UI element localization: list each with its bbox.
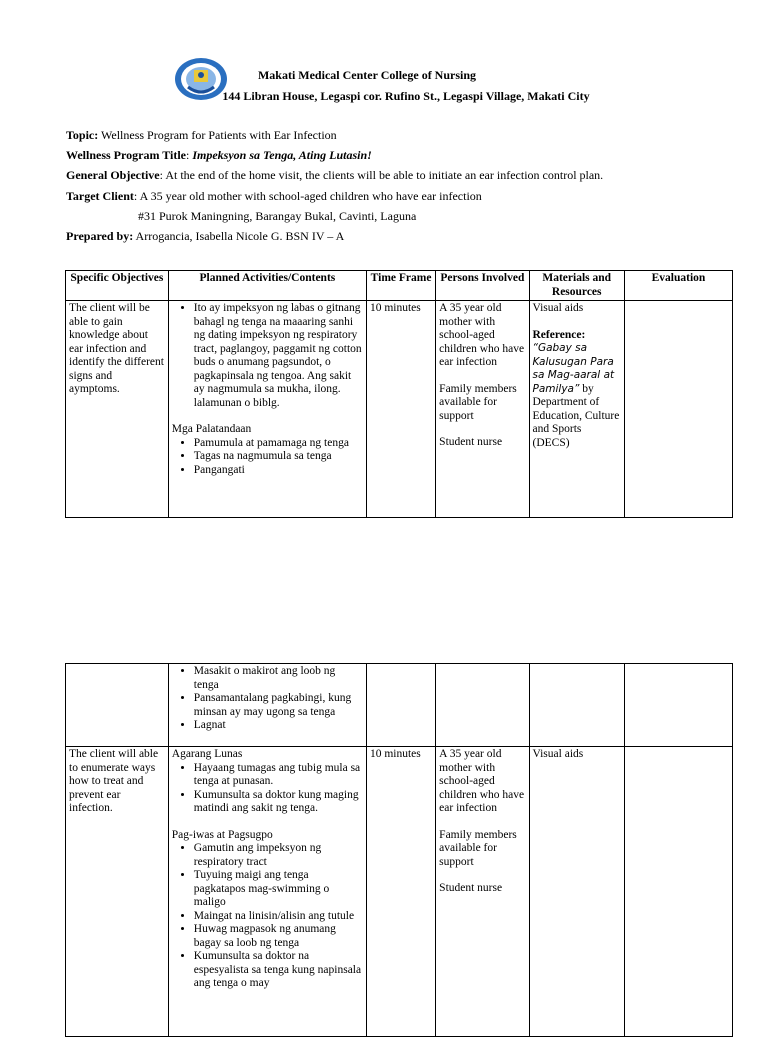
list-item: • Hayaang tumagas ang tubig mula sa tenga at punasan. <box>194 762 363 789</box>
objective-cell: The client will able to enumerate ways how to treat and prevent ear infection. <box>66 747 169 1037</box>
time-cell: 10 minutes <box>366 747 435 1037</box>
target-value: : A 35 year old mother with school-aged children who have ear infection <box>133 189 482 203</box>
table-row <box>66 664 733 747</box>
activities-cell <box>168 747 366 1037</box>
target-label: Target Client <box>66 189 134 203</box>
institution-address: 144 Libran House, Legaspi cor. Rufino St., Legaspi Village, Makati City <box>222 89 590 103</box>
program-title-value: Impeksyon sa Tenga, Ating Lutasin! <box>192 148 372 162</box>
topic-line <box>66 129 337 143</box>
col-header-activities: Planned Activities/Contents <box>168 271 366 301</box>
evaluation-cell <box>624 747 732 1037</box>
program-title-line: Wellness Program Title: Impeksyon sa Tenga, Ating Lutasin! <box>66 148 372 162</box>
list-item: • Huwag magpasok ng anumang bagay sa loob ng tenga <box>194 923 363 950</box>
prepared-value: Arrogancia, Isabella Nicole G. BSN IV – A <box>133 229 345 243</box>
col-header-materials: Materials and Resources <box>529 271 624 301</box>
reference-label: Reference: <box>532 328 586 341</box>
evaluation-cell <box>624 301 732 518</box>
materials-cell: Visual aids Reference: “Gabay sa Kalusugan Para sa Mag-aaral at Pamilya” by Department of Education, Culture and Sports (DECS) <box>529 301 624 518</box>
persons-cell: A 35 year old mother with school-aged children who have ear infection Family members available for support Student nurse <box>436 301 529 518</box>
list-item: • Lagnat <box>194 719 363 733</box>
list-item: • Masakit o makirot ang loob ng tenga <box>194 665 363 692</box>
list-item: • Ito ay impeksyon ng labas o gitnang bahagl ng tenga na maaaring sanhi ng dating impeksyon ng respiratory tract, paglangoy, paggamit ng cotton buds o anumang pagsundot, o pagkapinsala ng tengoa. Ang sakit ay nagmumula sa mukha, ilong. lalamunan o biblg. <box>194 302 363 410</box>
col-header-persons: Persons Involved <box>436 271 529 301</box>
program-title-label: Wellness Program Title <box>66 148 186 162</box>
client-address: #31 Purok Maningning, Barangay Bukal, Cavinti, Laguna <box>138 209 417 223</box>
target-line <box>66 190 482 204</box>
table-row <box>66 301 733 518</box>
activities-cell <box>168 301 366 518</box>
list-item: • Pansamantalang pagkabingi, kung minsan ay may ugong sa tenga <box>194 692 363 719</box>
list-item: • Maingat na linisin/alisin ang tutule <box>194 910 363 924</box>
col-header-time: Time Frame <box>366 271 435 301</box>
plan-table-page1 <box>65 270 733 518</box>
time-cell: 10 minutes <box>366 301 435 518</box>
materials-cell: Visual aids <box>529 747 624 1037</box>
table-row <box>66 747 733 1037</box>
topic-label: Topic: <box>66 128 99 142</box>
objective-cell: The client will be able to gain knowledge about ear infection and identify the different signs and aymptoms. <box>66 301 169 518</box>
prevention-title: Pag-iwas at Pagsugpo <box>171 828 273 841</box>
list-item: • Pamumula at pamamaga ng tenga <box>194 437 363 451</box>
signs-title: Mga Palatandaan <box>171 423 252 435</box>
list-item: • Tagas na nagmumula sa tenga <box>194 450 363 464</box>
list-item: • Kumunsulta sa doktor na espesyalista sa tenga kung napinsala ang tenga o may <box>194 950 363 991</box>
objective-value: : At the end of the home visit, the clients will be able to initiate an ear infection control plan. <box>159 168 604 182</box>
reference-author: by Department of Education, Culture and Sports (DECS) <box>532 382 620 449</box>
activities-cell <box>168 664 366 747</box>
prepared-label: Prepared by: <box>66 229 134 243</box>
institution-name: Makati Medical Center College of Nursing <box>257 68 477 82</box>
plan-table-page2 <box>65 663 733 1037</box>
reference-title: “Gabay sa Kalusugan Para sa Mag-aaral at Pamilya” <box>532 342 615 395</box>
table-header-row <box>66 271 733 301</box>
list-item: • Tuyuing maigi ang tenga pagkatapos mag-swimming o maligo <box>194 869 363 910</box>
objective-line <box>66 169 603 183</box>
objective-label: General Objective <box>66 168 160 182</box>
list-item: • Pangangati <box>194 464 363 478</box>
persons-cell: A 35 year old mother with school-aged children who have ear infection Family members available for support Student nurse <box>436 747 529 1037</box>
topic-value: Wellness Program for Patients with Ear Infection <box>98 128 337 142</box>
list-item: • Gamutin ang impeksyon ng respiratory tract <box>194 842 363 869</box>
col-header-objectives: Specific Objectives <box>66 271 169 301</box>
first-aid-title: Agarang Lunas <box>171 748 243 760</box>
col-header-evaluation: Evaluation <box>624 271 732 301</box>
prepared-line <box>66 230 344 244</box>
list-item: • Kumunsulta sa doktor kung maging matindi ang sakit ng tenga. <box>194 789 363 816</box>
